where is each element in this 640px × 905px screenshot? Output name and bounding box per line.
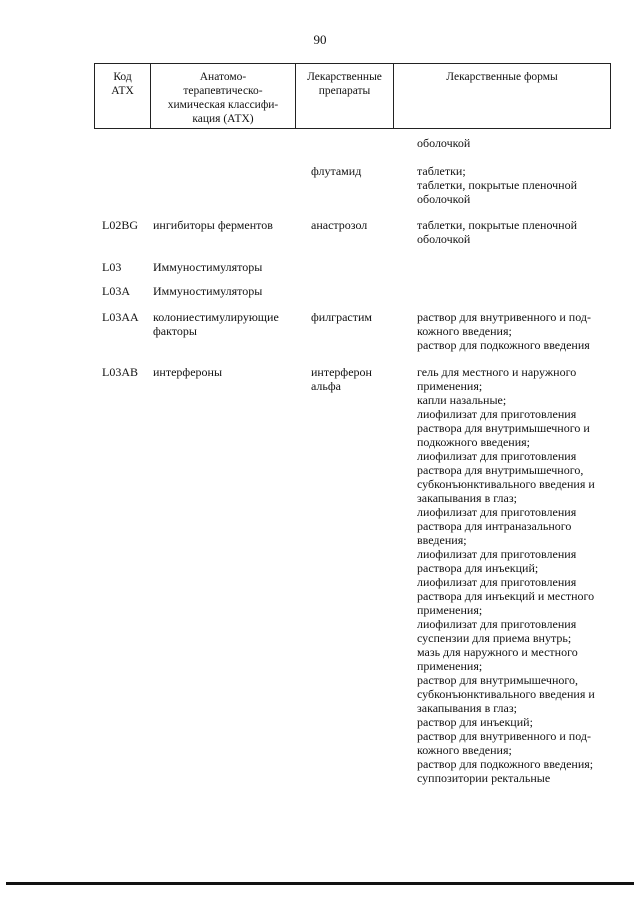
code-cell: L03AA	[102, 310, 139, 324]
page-number: 90	[313, 32, 327, 47]
footer-rule	[6, 882, 634, 885]
header-classification-cell: Анатомо- терапевтическо- химическая классифи- кация (АТХ)	[151, 64, 296, 128]
forms-cell: оболочкой	[417, 136, 471, 150]
table-header	[94, 63, 611, 129]
drug-cell: филграстим	[311, 310, 373, 324]
classification-cell: ингибиторы ферментов	[153, 218, 273, 232]
forms-cell: гель для местного и наружного применения; капли назальные; лиофилизат для приготовления раствора для внутримышечного и подкожного введения; лиофилизат для приготовления раствора для внутримышечного, субконъюнктивального введения и закапывания в глаз; лиофилизат для приготовления раствора для интраназального введения; лиофилизат для приготовления раствора для инъекций; лиофилизат для приготовления раствора для инъекций и местного применения; лиофилизат для приготовления суспензии для приема внутрь; мазь для наружного и местного применения; раствор для внутримышечного, субконъюнктивального введения и закапывания в глаз; раствор для инъекций; раствор для внутривенного и под- кожного введения; раствор для подкожного введения; суппозитории ректальные	[417, 365, 595, 785]
drug-cell: интерферон альфа	[311, 365, 372, 393]
classification-cell: интерфероны	[153, 365, 222, 379]
code-cell: L03	[102, 260, 122, 274]
code-cell: L03AB	[102, 365, 138, 379]
header-forms-cell: Лекарственные формы	[446, 71, 558, 83]
classification-cell: Иммуностимуляторы	[153, 260, 263, 274]
code-cell: L03A	[102, 284, 130, 298]
forms-cell: раствор для внутривенного и под- кожного введения; раствор для подкожного введения	[417, 310, 591, 352]
code-cell: L02BG	[102, 218, 138, 232]
classification-cell: колониестимулирующие факторы	[153, 310, 279, 338]
drug-cell: анастрозол	[311, 218, 368, 232]
forms-cell: таблетки; таблетки, покрытые пленочной оболочкой	[417, 164, 578, 206]
classification-cell: Иммуностимуляторы	[153, 284, 263, 298]
drug-cell: флутамид	[311, 164, 362, 178]
header-drugs-cell: Лекарственные препараты	[296, 64, 394, 128]
forms-cell: таблетки, покрытые пленочной оболочкой	[417, 218, 578, 246]
header-code-cell: Код АТХ	[95, 64, 151, 128]
